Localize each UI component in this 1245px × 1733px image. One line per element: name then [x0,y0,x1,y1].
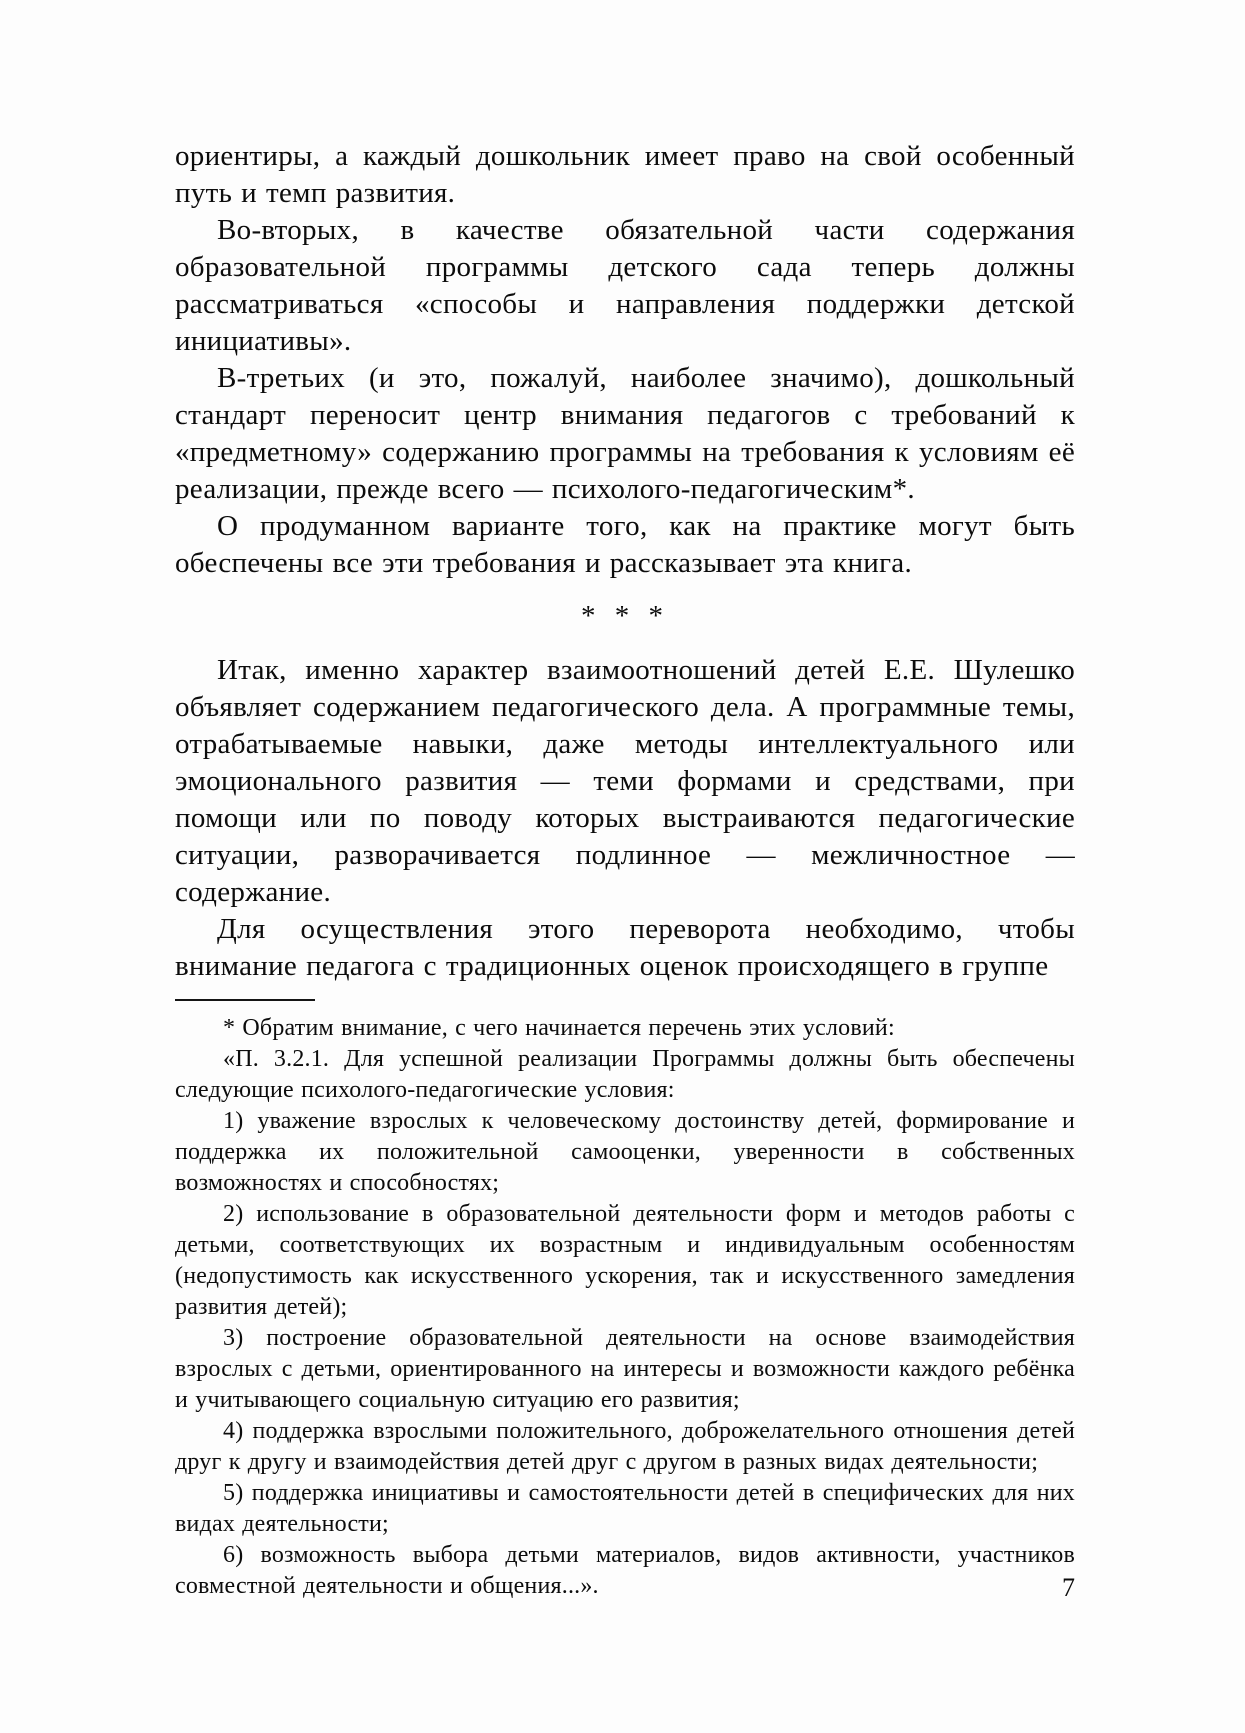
footnote-item-4: 4) поддержка взрослыми положительного, доброжелательного отношения детей друг к другу и взаимодействия детей друг с другом в разных видах деятельности; [175,1418,1075,1475]
footnote-item-3: 3) построение образовательной деятельности на основе взаимодействия взрослых с детьми, ориентированного на интересы и возможности каждого ребёнка и учитывающего социальную ситуацию его развития; [175,1325,1075,1413]
paragraph-perevorot: Для осуществления этого переворота необходимо, чтобы внимание педагога с традиционных оценок происходящего в группе [175,913,1075,982]
footnote-item-1: 1) уважение взрослых к человеческому достоинству детей, формирование и поддержка их положительной самооценки, уверенности в собственных возможностях и способностях; [175,1108,1075,1196]
footnote-rule [175,999,315,1001]
paragraph-continuation: ориентиры, а каждый дошкольник имеет право на свой особенный путь и темп развития. [175,140,1075,209]
footnote-item-2: 2) использование в образовательной деятельности форм и методов работы с детьми, соответствующих их возрастным и индивидуальным особенностям (недопустимость как искусственного ускорения, так и искусственного замедления развития детей); [175,1201,1075,1320]
footnote-intro: * Обратим внимание, с чего начинается перечень этих условий: [223,1015,895,1041]
section-separator: * * * [581,600,669,632]
main-text-block [175,138,1075,985]
footnote-item-6: 6) возможность выбора детьми материалов, видов активности, участников совместной деятельности и общения...». [175,1542,1075,1599]
page-number: 7 [1062,1573,1075,1602]
paragraph-itak: Итак, именно характер взаимоотношений детей Е.Е. Шулешко объявляет содержанием педагогического дела. А программные темы, отрабатываемые навыки, даже методы интеллектуального или эмоционального развития — теми формами и средствами, при помощи или по поводу которых выстраиваются педагогические ситуации, разворачивается подлинное — межличностное — содержание. [175,654,1075,908]
footnote-block [175,1013,1075,1602]
footnote-item-5: 5) поддержка инициативы и самостоятельности детей в специфических для них видах деятельности; [175,1480,1075,1537]
paragraph-about-book: О продуманном варианте того, как на практике могут быть обеспечены все эти требования и рассказывает эта книга. [175,510,1075,579]
paragraph-thirdly: В-третьих (и это, пожалуй, наиболее значимо), дошкольный стандарт переносит центр внимания педагогов с требований к «предметному» содержанию программы на требования к условиям её реализации, прежде всего — психолого-педагогическим*. [175,362,1075,505]
paragraph-secondly: Во-вторых, в качестве обязательной части содержания образовательной программы детского сада теперь должны рассматриваться «способы и направления поддержки детской инициативы». [175,214,1075,357]
text-content [175,138,1075,1602]
footnote-quote-start: «П. 3.2.1. Для успешной реализации Программы должны быть обеспечены следующие психолого-педагогические условия: [175,1046,1075,1103]
